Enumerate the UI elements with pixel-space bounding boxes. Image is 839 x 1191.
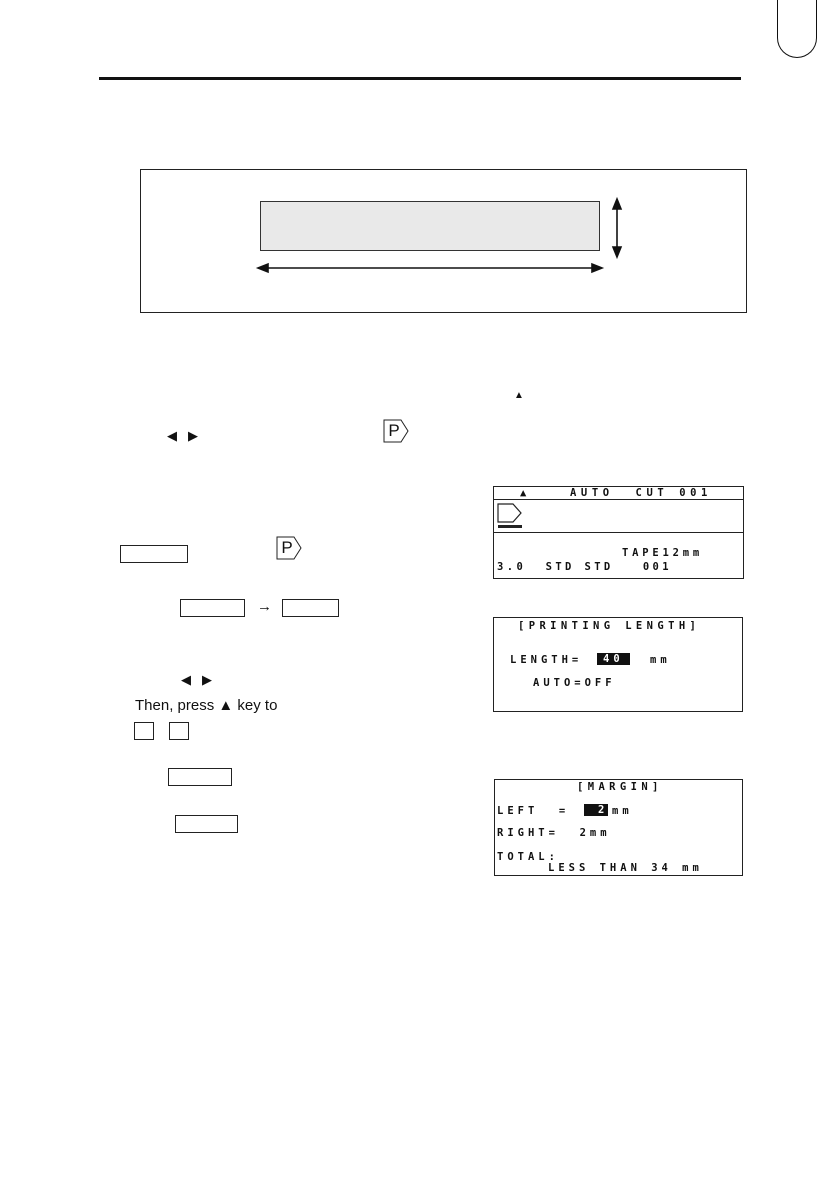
width-arrow-right-head	[592, 264, 602, 272]
height-arrow-bottom-head	[613, 247, 621, 257]
lcd-auto-setting: AUTO=OFF	[533, 677, 616, 689]
small-key-2[interactable]	[169, 722, 189, 740]
right-arrow-icon-2: ▶	[202, 672, 212, 687]
lcd-divider-top	[494, 499, 743, 500]
small-key-1[interactable]	[134, 722, 154, 740]
lcd-total-value: LESS THAN 34 mm	[548, 862, 703, 874]
lcd-length-value[interactable]: 40	[597, 653, 630, 665]
page-tab-marker	[777, 0, 817, 58]
lcd-left-unit: mm	[612, 805, 633, 817]
function-key-3[interactable]	[282, 599, 339, 617]
lcd-length-label: LENGTH=	[510, 654, 583, 666]
lcd-length-unit: mm	[650, 654, 671, 666]
function-key-4[interactable]	[168, 768, 232, 786]
lcd-right-setting: RIGHT= 2mm	[497, 827, 611, 839]
function-key-2[interactable]	[180, 599, 245, 617]
lcd-status-row: 3.0 STD STD 001	[497, 561, 672, 573]
lcd-margin-screen	[494, 779, 743, 876]
lcd-printing-length-screen	[493, 617, 743, 712]
tape-dimension-figure	[140, 169, 747, 313]
lcd-margin-title: [MARGIN]	[577, 781, 663, 793]
lcd-left-value[interactable]: 2	[584, 804, 608, 816]
lcd-main-screen	[493, 486, 744, 579]
p-key-icon	[383, 419, 409, 443]
function-key-1[interactable]	[120, 545, 188, 563]
sequence-arrow: →	[257, 598, 272, 615]
lcd-input-cursor-icon	[497, 503, 525, 529]
lcd-tape-size: TAPE12mm	[622, 547, 703, 559]
lcd-printing-length-title: [PRINTING LENGTH]	[518, 620, 701, 632]
up-triangle-icon: ▲	[514, 390, 524, 401]
lcd-total-label: TOTAL:	[497, 851, 559, 863]
p-key-icon-2	[276, 536, 302, 560]
p-key-label: P	[388, 421, 400, 440]
lcd-auto-cut: AUTO CUT 001	[570, 487, 712, 499]
lcd-cursor-indicator: ▲	[520, 487, 527, 499]
p-key-label-2: P	[281, 538, 293, 557]
lcd-left-label: LEFT =	[497, 805, 570, 817]
header-rule	[99, 77, 741, 80]
lcd-divider-bottom	[494, 532, 743, 533]
left-arrow-icon: ◀	[167, 428, 177, 443]
left-arrow-icon-2: ◀	[181, 672, 191, 687]
width-arrow-left-head	[258, 264, 268, 272]
dimension-arrows	[141, 170, 748, 314]
right-arrow-icon: ▶	[188, 428, 198, 443]
height-arrow-top-head	[613, 199, 621, 209]
function-key-5[interactable]	[175, 815, 238, 833]
instruction-then-press: Then, press ▲ key to	[135, 697, 278, 714]
